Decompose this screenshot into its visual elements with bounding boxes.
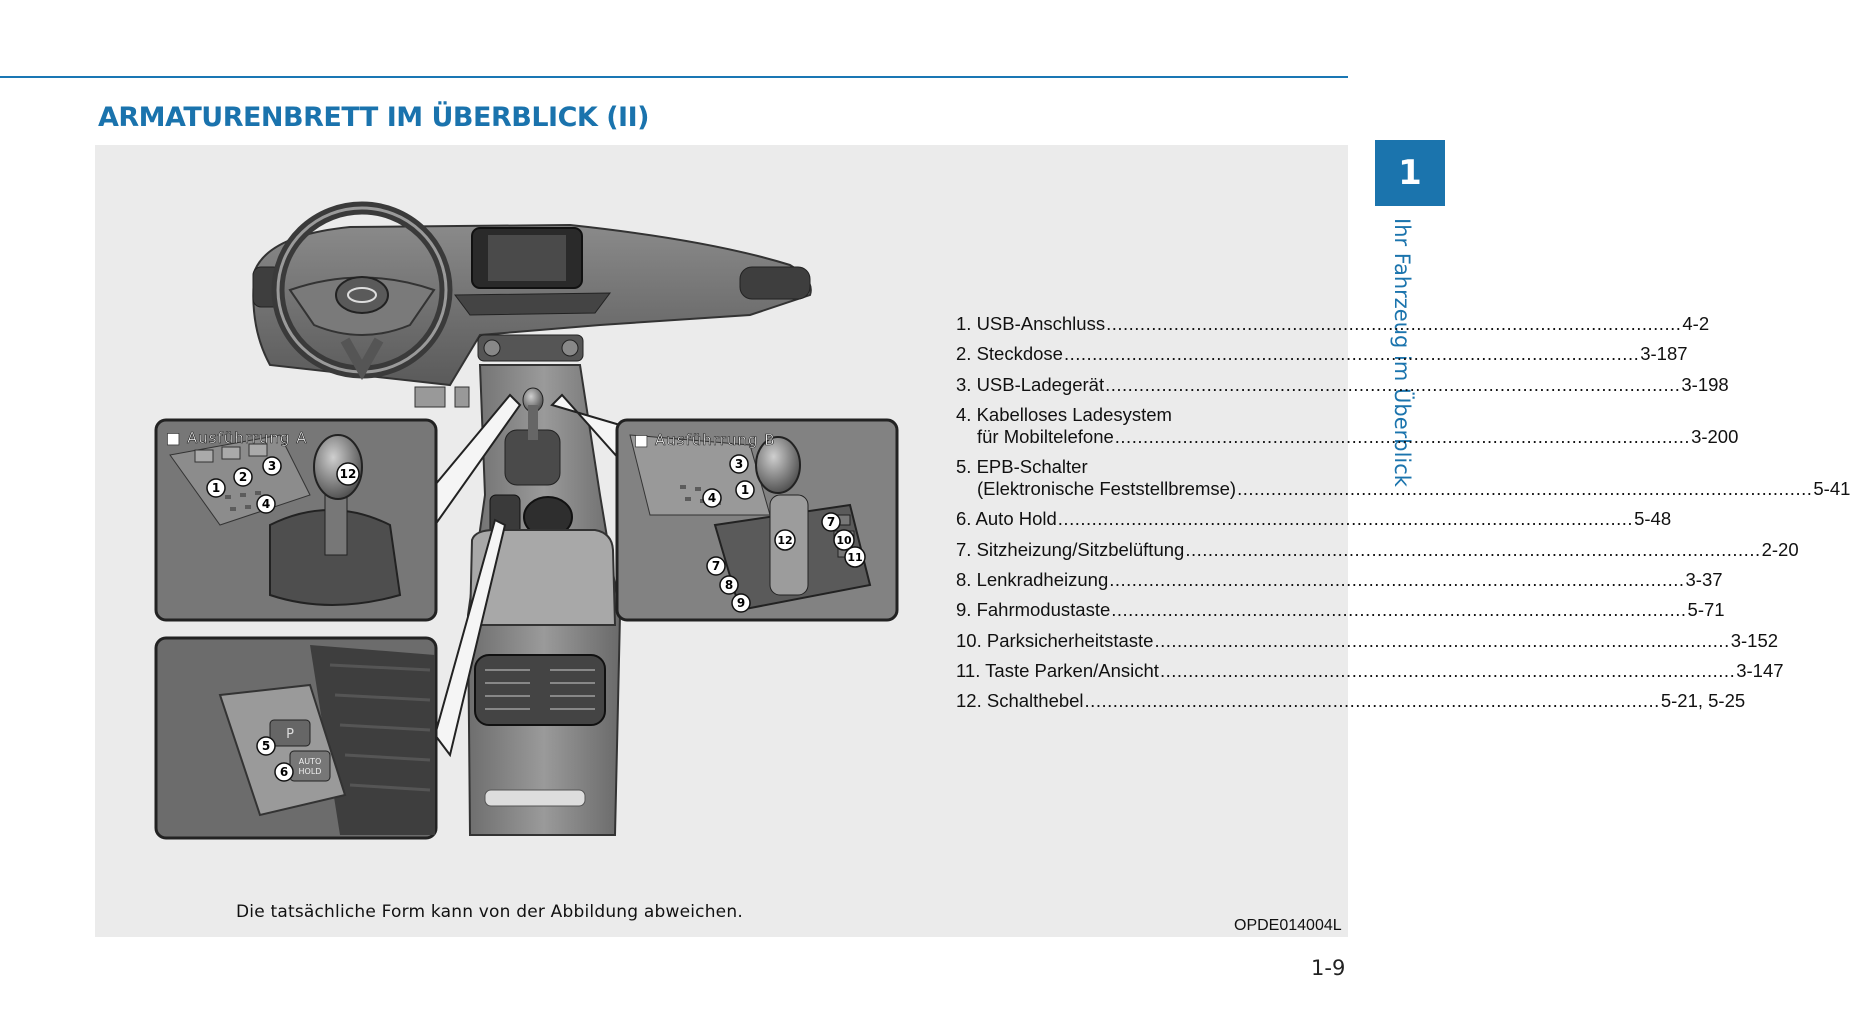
legend-item: 7. Sitzheizung/Sitzbelüftung ..... 2-20 (956, 539, 1320, 561)
callout-2-a (234, 468, 252, 486)
page-number: 1-9 (1311, 956, 1346, 980)
auto-hold-label-1: AUTO (298, 757, 322, 766)
chapter-title: Ihr Fahrzeug im Überblick (1390, 218, 1414, 487)
legend-item: 11. Taste Parken/Ansicht ..... 3-147 (956, 660, 1320, 682)
callout-12-a (337, 463, 359, 485)
svg-text:12: 12 (339, 467, 357, 481)
callout-8-b (720, 576, 738, 594)
svg-text:12: 12 (777, 534, 793, 547)
legend-item: 8. Lenkradheizung ..... 3-37 (956, 569, 1320, 591)
rear-vents (475, 655, 605, 725)
callout-1-a (207, 479, 225, 497)
svg-text:7: 7 (711, 559, 721, 573)
svg-text:8: 8 (724, 578, 734, 592)
svg-text:9: 9 (736, 596, 746, 610)
callout-6-c (275, 763, 293, 781)
svg-text:5: 5 (261, 739, 271, 753)
svg-text:P: P (286, 727, 294, 742)
svg-text:11: 11 (847, 551, 863, 564)
legend-item: 12. Schalthebel ..... 5-21, 5-25 (956, 690, 1320, 712)
callout-4-a (257, 495, 275, 513)
section-title: ARMATURENBRETT IM ÜBERBLICK (II) (98, 102, 649, 133)
svg-text:1: 1 (211, 481, 221, 495)
inset-b-label: ■ Ausführrung B (634, 431, 776, 449)
right-vent (740, 267, 810, 299)
svg-text:3: 3 (734, 457, 744, 471)
legend-item: 4. Kabelloses Ladesystem für Mobiltelefone ..... 3-200 (956, 404, 1320, 448)
callout-3-a (263, 457, 281, 475)
callout-10-b (834, 530, 854, 550)
svg-text:3: 3 (267, 459, 277, 473)
svg-text:10: 10 (836, 534, 852, 547)
svg-text:2: 2 (238, 470, 248, 484)
inset-a-label: ■ Ausführrung A (166, 429, 308, 447)
dashboard-illustration (150, 195, 910, 845)
center-vents (455, 293, 610, 315)
legend-item: 5. EPB-Schalter (Elektronische Feststellbremse) ..... 5-41 (956, 456, 1320, 500)
callout-4-b (703, 489, 721, 507)
figure-code: OPDE014004L (1234, 917, 1342, 934)
svg-text:4: 4 (261, 497, 271, 511)
callout-7-b2 (707, 557, 725, 575)
legend-item: 9. Fahrmodustaste ..... 5-71 (956, 599, 1320, 621)
figure-caption: Die tatsächliche Form kann von der Abbildung abweichen. (236, 902, 743, 922)
inset-ausfuehrung-b (617, 420, 897, 620)
inset-epb (156, 638, 436, 838)
callout-5-c (257, 737, 275, 755)
callout-1-b (736, 481, 754, 499)
inset-ausfuehrung-a (156, 420, 436, 620)
callout-11-b (845, 547, 865, 567)
svg-text:6: 6 (279, 765, 289, 779)
legend-item: 2. Steckdose ..... 3-187 (956, 343, 1320, 365)
callout-12-b (775, 530, 795, 550)
svg-text:1: 1 (740, 483, 750, 497)
svg-text:7: 7 (826, 515, 836, 529)
callout-9-b (732, 594, 750, 612)
auto-hold-label-2: HOLD (298, 767, 322, 776)
chapter-tab: 1 (1375, 140, 1445, 206)
header-rule (0, 76, 1348, 78)
legend-item: 1. USB-Anschluss ..... 4-2 (956, 313, 1320, 335)
svg-text:4: 4 (707, 491, 717, 505)
callout-7-b (822, 513, 840, 531)
callout-3-b (730, 455, 748, 473)
legend-item: 3. USB-Ladegerät ..... 3-198 (956, 374, 1320, 396)
legend-item: 6. Auto Hold ..... 5-48 (956, 508, 1320, 530)
legend-item: 10. Parksicherheitstaste ..... 3-152 (956, 630, 1320, 652)
